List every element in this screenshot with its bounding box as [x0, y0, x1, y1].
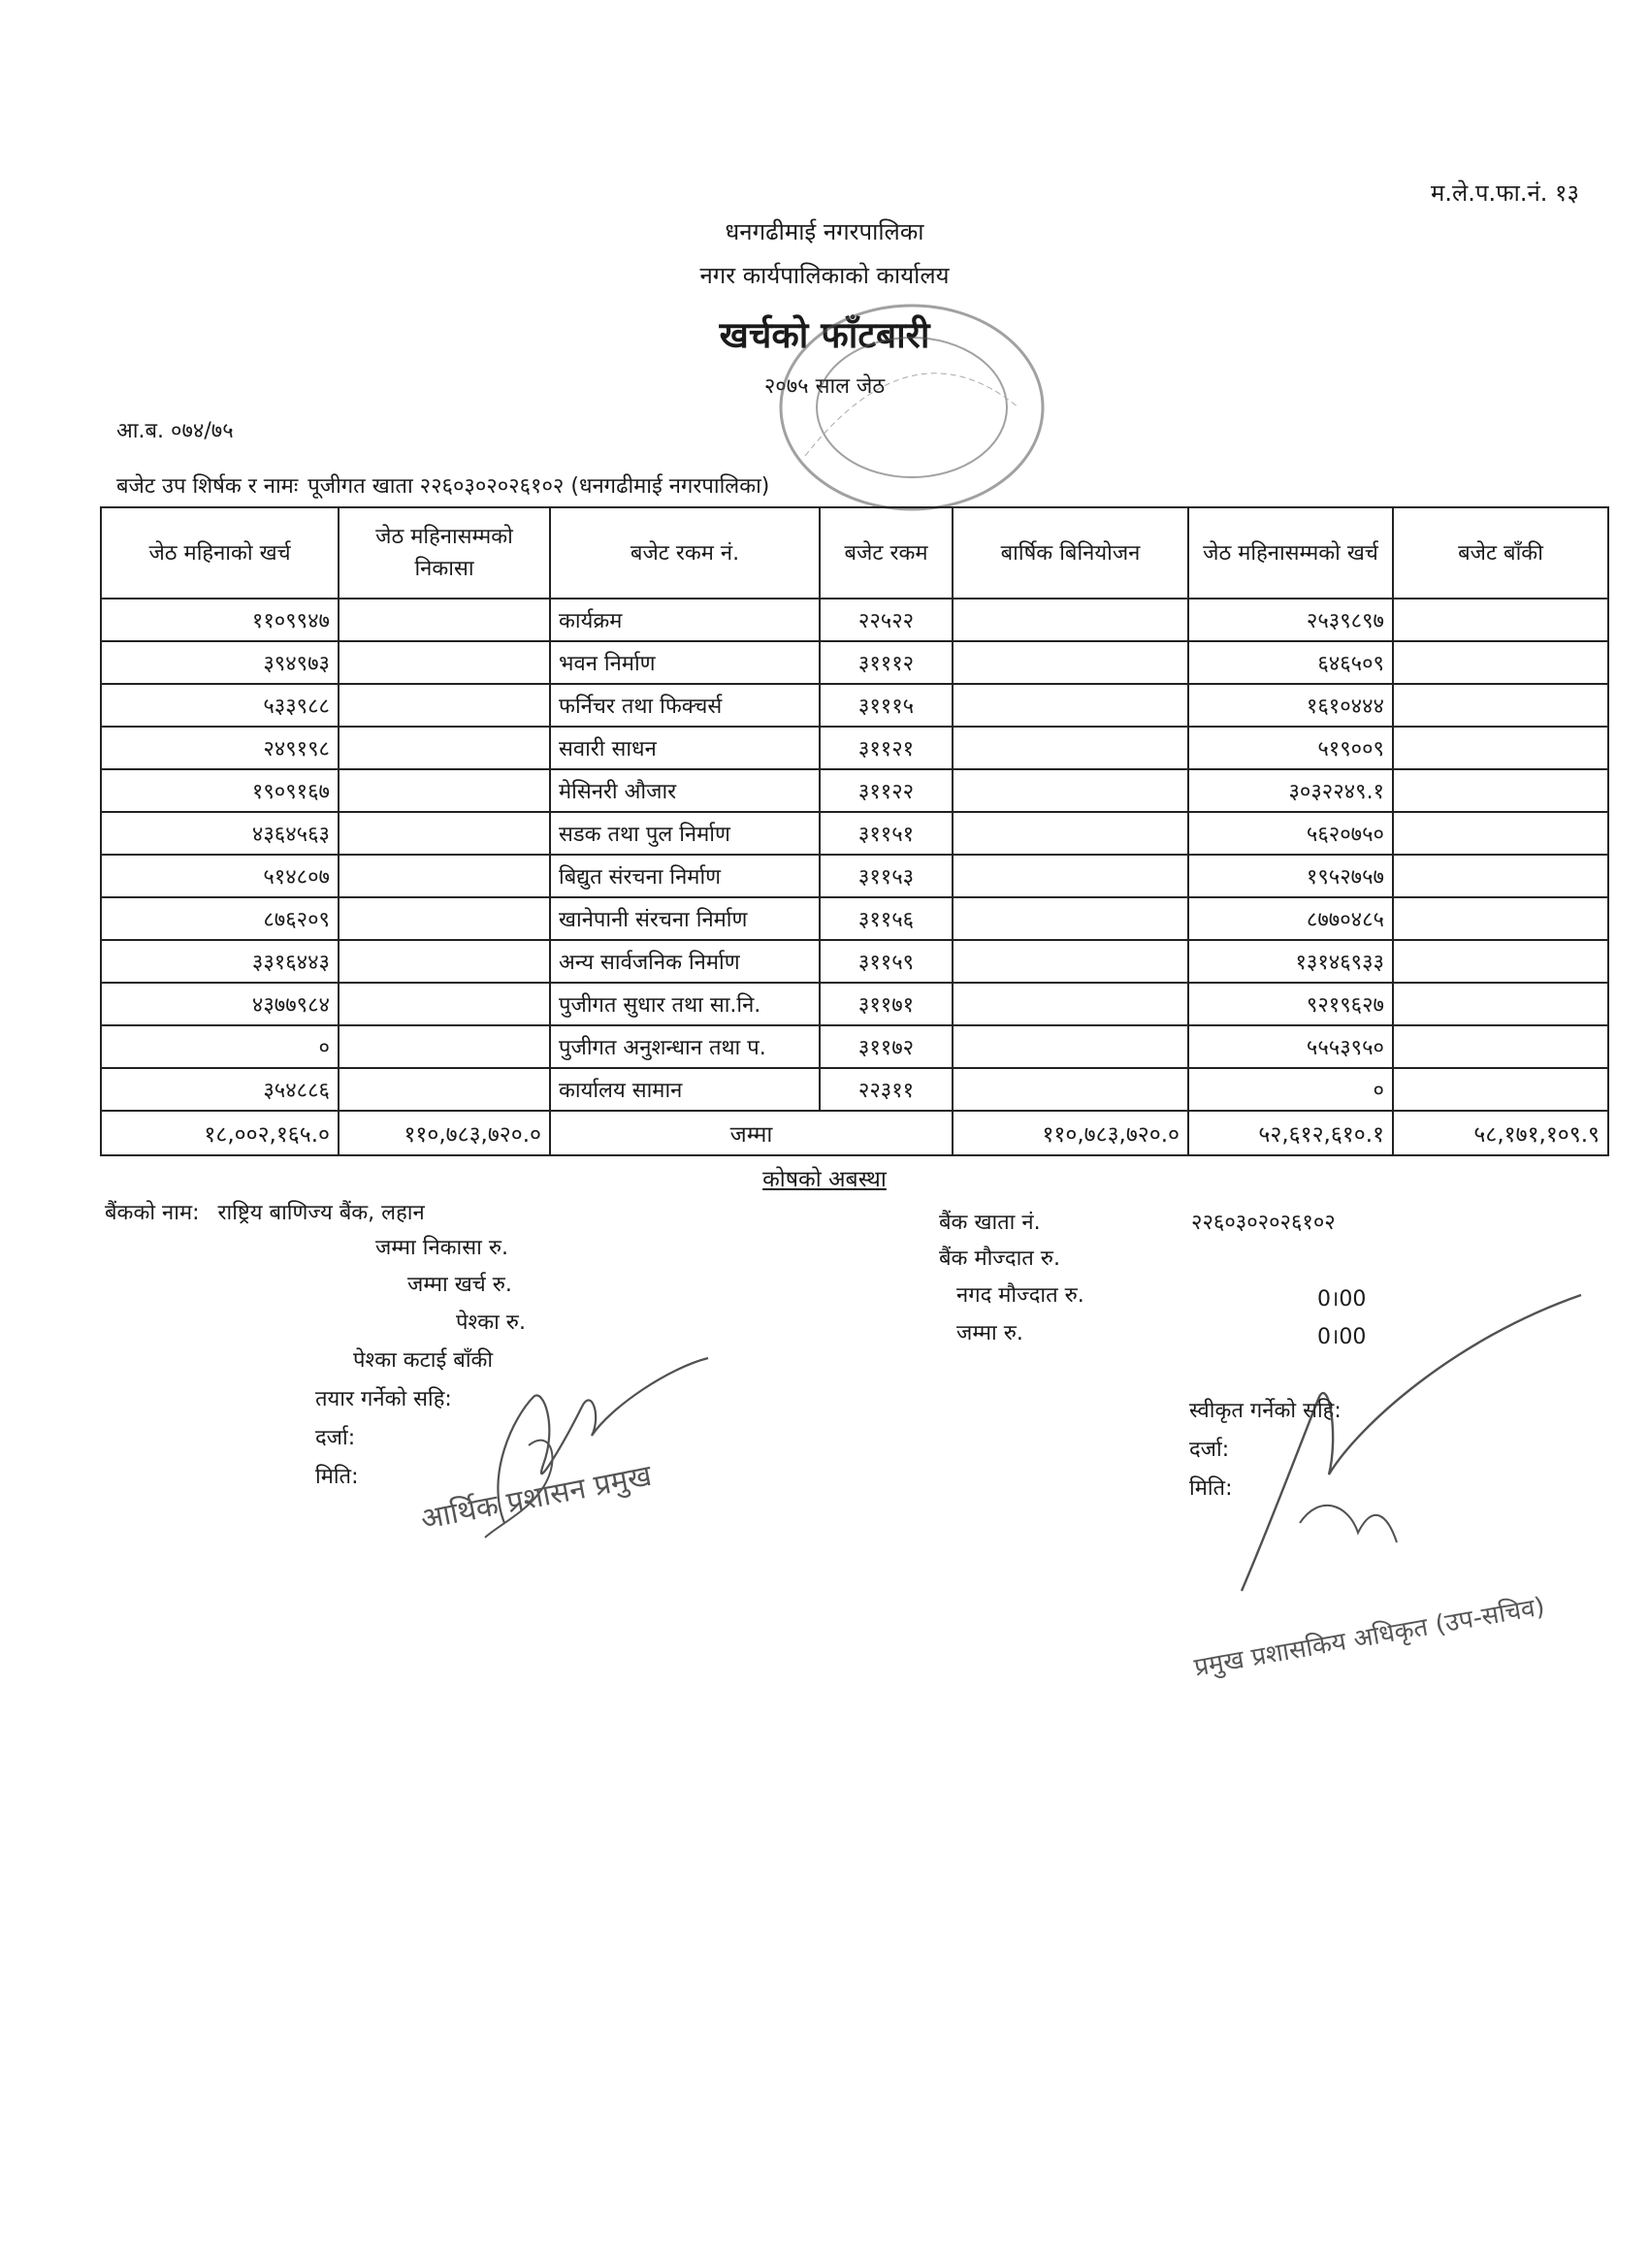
fiscal-year: आ.ब. ०७४/७५ — [116, 419, 234, 443]
cell-budget-head: सडक तथा पुल निर्माण — [550, 812, 820, 855]
organization-name: धनगढीमाई नगरपालिका — [725, 218, 924, 245]
budget-subheading — [116, 470, 779, 500]
cell-release — [339, 897, 550, 940]
expense-table — [100, 506, 1609, 1156]
cell-cumulative-expense: ९२१९६२७ — [1188, 983, 1393, 1025]
cell-budget-code: ३१११२ — [820, 641, 953, 684]
approved-designation-label: दर्जा: — [1189, 1438, 1230, 1462]
table-row — [101, 897, 1608, 940]
approved-by-label: स्वीकृत गर्नेको सहि: — [1189, 1399, 1342, 1423]
cell-balance — [1393, 727, 1608, 769]
cell-budget-head: अन्य सार्वजनिक निर्माण — [550, 940, 820, 983]
prepared-designation-label: दर्जा: — [315, 1426, 356, 1450]
cell-month-expense: ३५४८८६ — [101, 1068, 339, 1111]
cell-budget-head: कार्यालय सामान — [550, 1068, 820, 1111]
cell-allocation — [953, 983, 1188, 1025]
table-row — [101, 684, 1608, 727]
cell-release — [339, 727, 550, 769]
cell-month-expense: ४३७७९८४ — [101, 983, 339, 1025]
cell-month-expense: ११०९९४७ — [101, 599, 339, 641]
total-cumulative-expense: ५२,६१२,६१०.१ — [1188, 1111, 1393, 1155]
cell-allocation — [953, 641, 1188, 684]
col-header-month-expense: जेठ महिनाको खर्च — [101, 507, 339, 599]
col-header-annual-allocation: बार्षिक बिनियोजन — [953, 507, 1188, 599]
budget-subheading-label: बजेट उप शिर्षक र नामः — [116, 474, 299, 499]
right-stamp-text: प्रमुख प्रशासकिय अधिकृत (उप-सचिव) — [1191, 1592, 1547, 1683]
cell-budget-code: ३१११५ — [820, 684, 953, 727]
cell-cumulative-expense: ६४६५०९ — [1188, 641, 1393, 684]
cell-budget-code: ३११२२ — [820, 769, 953, 812]
office-name: नगर कार्यपालिकाको कार्यालय — [699, 262, 950, 289]
cell-allocation — [953, 769, 1188, 812]
cell-budget-code: ३११५६ — [820, 897, 953, 940]
cell-allocation — [953, 1068, 1188, 1111]
cell-release — [339, 599, 550, 641]
col-header-budget-balance: बजेट बाँकी — [1393, 507, 1608, 599]
cell-budget-code: ३११५१ — [820, 812, 953, 855]
cell-cumulative-expense: २५३९८९७ — [1188, 599, 1393, 641]
cell-budget-code: ३११५९ — [820, 940, 953, 983]
cell-release — [339, 812, 550, 855]
bank-name-label: बैंकको नाम: — [105, 1201, 200, 1225]
cell-budget-head: कार्यक्रम — [550, 599, 820, 641]
cell-month-expense: ० — [101, 1025, 339, 1068]
bank-name-value: राष्ट्रिय बाणिज्य बैंक, लहान — [217, 1201, 425, 1225]
table-row — [101, 812, 1608, 855]
cell-release — [339, 769, 550, 812]
cell-budget-code: ३११७२ — [820, 1025, 953, 1068]
col-header-release: जेठ महिनासम्मको निकासा — [339, 507, 550, 599]
cell-budget-code: ३११५३ — [820, 855, 953, 897]
cell-budget-head: पुजीगत अनुशन्धान तथा प. — [550, 1025, 820, 1068]
prepared-by-label: तयार गर्नेको सहि: — [315, 1387, 452, 1411]
cell-budget-head: सवारी साधन — [550, 727, 820, 769]
grand-total-value: 0।00 — [1317, 1325, 1367, 1349]
cell-balance — [1393, 855, 1608, 897]
total-month-expense: १८,००२,१६५.० — [101, 1111, 339, 1155]
grand-total-label: जम्मा रु. — [956, 1321, 1023, 1345]
total-balance: ५८,१७१,१०९.९ — [1393, 1111, 1608, 1155]
bank-name — [105, 1197, 425, 1226]
cell-month-expense: ५३३९८८ — [101, 684, 339, 727]
cell-budget-code: २२३११ — [820, 1068, 953, 1111]
cell-release — [339, 940, 550, 983]
cell-cumulative-expense: ५५५३९५० — [1188, 1025, 1393, 1068]
col-header-cumulative-expense: जेठ महिनासम्मको खर्च — [1188, 507, 1393, 599]
cell-balance — [1393, 1068, 1608, 1111]
cell-balance — [1393, 897, 1608, 940]
table-row — [101, 940, 1608, 983]
cell-allocation — [953, 940, 1188, 983]
cell-allocation — [953, 1025, 1188, 1068]
cell-month-expense: १९०९१६७ — [101, 769, 339, 812]
cell-cumulative-expense: ० — [1188, 1068, 1393, 1111]
total-release-label: जम्मा निकासा रु. — [375, 1236, 508, 1260]
cell-release — [339, 983, 550, 1025]
cell-balance — [1393, 769, 1608, 812]
account-no-label: बैंक खाता नं. — [939, 1211, 1041, 1235]
cell-budget-code: २२५२२ — [820, 599, 953, 641]
cell-month-expense: ३९४९७३ — [101, 641, 339, 684]
cell-allocation — [953, 684, 1188, 727]
treasury-heading: कोषको अबस्था — [762, 1167, 887, 1192]
cell-month-expense: २४९१९८ — [101, 727, 339, 769]
left-stamp-text: आर्थिक प्रशासन प्रमुख — [417, 1458, 655, 1538]
table-row — [101, 855, 1608, 897]
table-row — [101, 727, 1608, 769]
cell-cumulative-expense: ५६२०७५० — [1188, 812, 1393, 855]
cell-balance — [1393, 983, 1608, 1025]
cash-balance-value: 0।00 — [1317, 1287, 1367, 1312]
total-release: ११०,७८३,७२०.० — [339, 1111, 550, 1155]
cell-cumulative-expense: ५१९००९ — [1188, 727, 1393, 769]
cell-release — [339, 1025, 550, 1068]
cell-balance — [1393, 641, 1608, 684]
cell-allocation — [953, 727, 1188, 769]
cell-cumulative-expense: ३०३२२४९.१ — [1188, 769, 1393, 812]
cell-cumulative-expense: १६१०४४४ — [1188, 684, 1393, 727]
cell-month-expense: ४३६४५६३ — [101, 812, 339, 855]
page-title: खर्चको फाँटबारी — [719, 314, 930, 356]
cell-allocation — [953, 855, 1188, 897]
account-no-value: २२६०३०२०२६१०२ — [1191, 1211, 1336, 1235]
cell-cumulative-expense: ८७७०४८५ — [1188, 897, 1393, 940]
cell-balance — [1393, 684, 1608, 727]
cash-balance-label: नगद मौज्दात रु. — [956, 1283, 1084, 1308]
cell-month-expense: ५१४८०७ — [101, 855, 339, 897]
cell-budget-head: पुजीगत सुधार तथा सा.नि. — [550, 983, 820, 1025]
cell-budget-head: भवन निर्माण — [550, 641, 820, 684]
cell-release — [339, 684, 550, 727]
table-row — [101, 1068, 1608, 1111]
cell-budget-code: ३११७१ — [820, 983, 953, 1025]
cell-budget-code: ३११२१ — [820, 727, 953, 769]
cell-balance — [1393, 599, 1608, 641]
col-header-budget-head: बजेट रकम नं. — [550, 507, 820, 599]
table-header-row — [101, 507, 1608, 599]
cell-balance — [1393, 812, 1608, 855]
table-row — [101, 1025, 1608, 1068]
advance-balance-label: पेश्का कटाई बाँकी — [353, 1348, 494, 1373]
table-row — [101, 599, 1608, 641]
cell-budget-head: फर्निचर तथा फिक्चर्स — [550, 684, 820, 727]
table-row — [101, 641, 1608, 684]
cell-release — [339, 1068, 550, 1111]
table-total-row — [101, 1111, 1608, 1155]
total-label: जम्मा — [550, 1111, 953, 1155]
approver-signature-icon — [1203, 1280, 1610, 1601]
cell-balance — [1393, 940, 1608, 983]
report-period: २०७५ साल जेठ — [763, 374, 886, 399]
budget-subheading-value: पूजीगत खाता २२६०३०२०२६१०२ (धनगढीमाई नगरपालिका) — [307, 474, 770, 499]
office-stamp-icon — [766, 291, 1057, 524]
col-header-budget-code: बजेट रकम — [820, 507, 953, 599]
advance-label: पेश्का रु. — [456, 1311, 526, 1335]
cell-cumulative-expense: १३१४६९३३ — [1188, 940, 1393, 983]
prepared-date-label: मिति: — [315, 1465, 359, 1489]
cell-budget-head: खानेपानी संरचना निर्माण — [550, 897, 820, 940]
cell-allocation — [953, 599, 1188, 641]
bank-balance-label: बैंक मौज्दात रु. — [939, 1247, 1060, 1271]
total-allocation: ११०,७८३,७२०.० — [953, 1111, 1188, 1155]
cell-budget-head: बिद्युत संरचना निर्माण — [550, 855, 820, 897]
cell-allocation — [953, 812, 1188, 855]
cell-release — [339, 855, 550, 897]
cell-release — [339, 641, 550, 684]
table-row — [101, 769, 1608, 812]
cell-balance — [1393, 1025, 1608, 1068]
cell-allocation — [953, 897, 1188, 940]
cell-cumulative-expense: १९५२७५७ — [1188, 855, 1393, 897]
cell-budget-head: मेसिनरी औजार — [550, 769, 820, 812]
cell-month-expense: ३३१६४४३ — [101, 940, 339, 983]
table-row — [101, 983, 1608, 1025]
form-number: म.ले.प.फा.नं. १३ — [1430, 179, 1579, 207]
approved-date-label: मिति: — [1189, 1476, 1233, 1501]
total-expense-label: जम्मा खर्च रु. — [407, 1273, 512, 1297]
cell-month-expense: ८७६२०९ — [101, 897, 339, 940]
